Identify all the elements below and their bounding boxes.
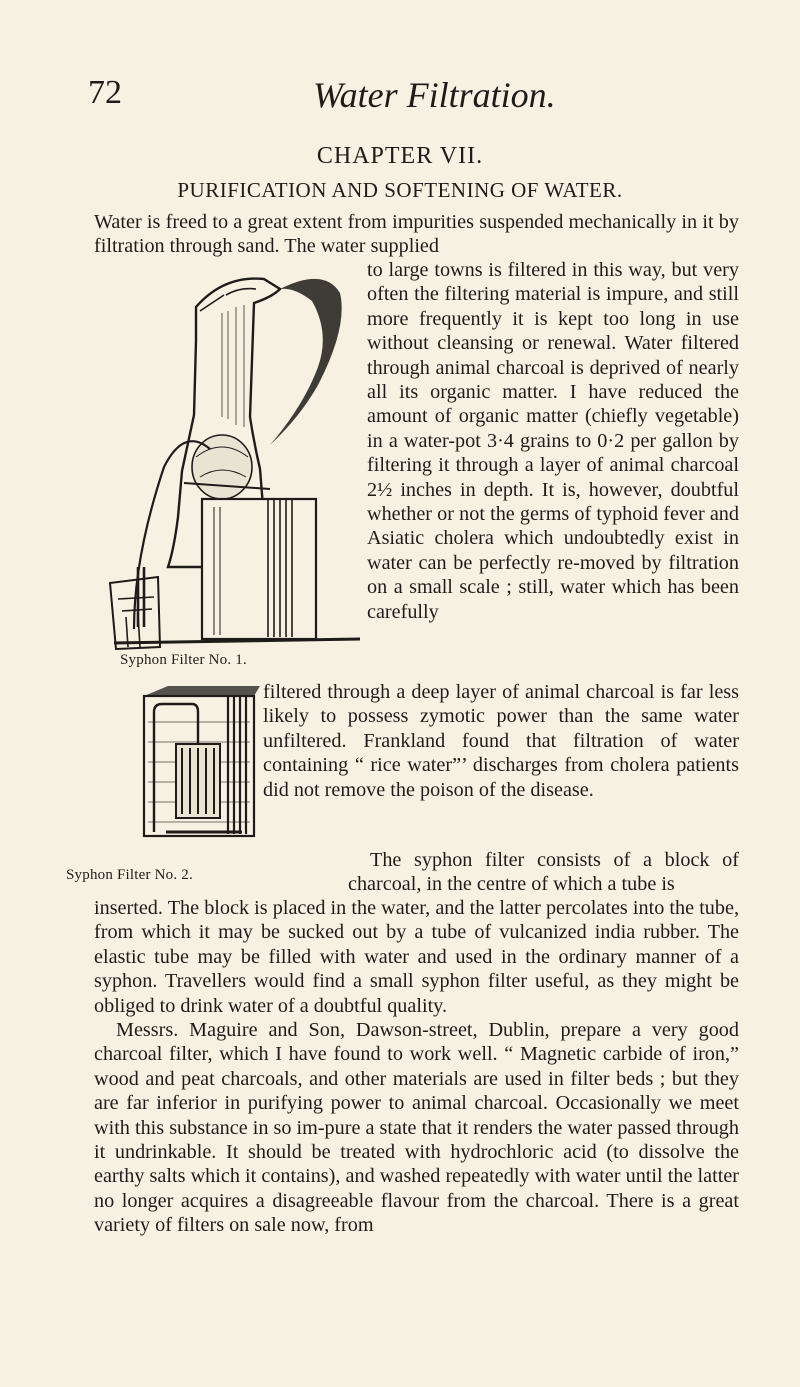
body-paragraphs [94,896,739,1238]
figure-2-caption: Syphon Filter No. 2. [66,867,193,883]
col2-text: filtered through a deep layer of animal charcoal is far less likely to possess zymotic power than the same water unfiltered. Frankland found that filtration of water containing “ rice water”’ discharges from cholera patients did not remove the poison of the disease. [263,681,739,801]
syphon-filter-1-illustration [104,267,366,650]
col4-paragraph-1: inserted. The block is placed in the water, and the latter percolates into the tube, from which it may be sucked out by a tube of vulcanized india rubber. The elastic tube may be filled with water and used in the ordinary manner of a syphon. Travellers would find a small syphon filter useful, as they might be obliged to drink water of a doubtful quality. [94,897,739,1017]
page-header [88,62,728,122]
col4-paragraph-2: Messrs. Maguire and Son, Dawson-street, Dublin, prepare a very good charcoal filter, which I have found to work well. “ Magnetic carbide of iron,” wood and peat charcoals, and other materials are used in filter beds ; but they are far inferior in purifying power to animal charcoal. Occasionally we meet with this substance in so im-pure a state that it renders the water passed through it undrinkable. It should be treated with hydrochloric acid (to dissolve the earthy salts which it contains), and washed repeatedly with water until the latter no longer acquires a disagreeable flavour from the charcoal. There is a great variety of filters on sale now, from [94,1019,739,1237]
figure-1-caption: Syphon Filter No. 1. [120,652,247,668]
chapter-title: CHAPTER VII. [316,143,484,169]
lead-paragraph [94,210,739,259]
col3-text: The syphon filter consists of a block of charcoal, in the centre of which a tube is [348,849,739,896]
section-title: PURIFICATION AND SOFTENING OF WATER. [177,178,623,202]
page-number: 72 [88,74,122,111]
paragraph-continued-right-of-figure-1 [367,258,739,624]
running-title: Water Filtration. [313,75,556,115]
syphon-filter-2-illustration [138,682,260,845]
paragraph-right-of-figure-2 [263,680,739,802]
lead-text: Water is freed to a great extent from impurities suspended mechanically in it by filtration through sand. The water supplied [94,211,739,258]
syphon-paragraph-start [348,848,739,897]
col1-text: to large towns is filtered in this way, but very often the filtering material is impure, and still more frequently it is kept too long in use without cleansing or renewal. Water filtered through animal charcoal is deprived of nearly all its organic matter. I have reduced the amount of organic matter (chiefly vegetable) in a water-pot 3·4 grains to 0·2 per gallon by filtering it through a layer of animal charcoal 2½ inches in depth. It is, however, doubtful whether or not the germs of typhoid fever and Asiatic cholera which undoubtedly exist in water can be perfectly re-moved by filtration on a small scale ; still, water which has been carefully [367,259,739,623]
